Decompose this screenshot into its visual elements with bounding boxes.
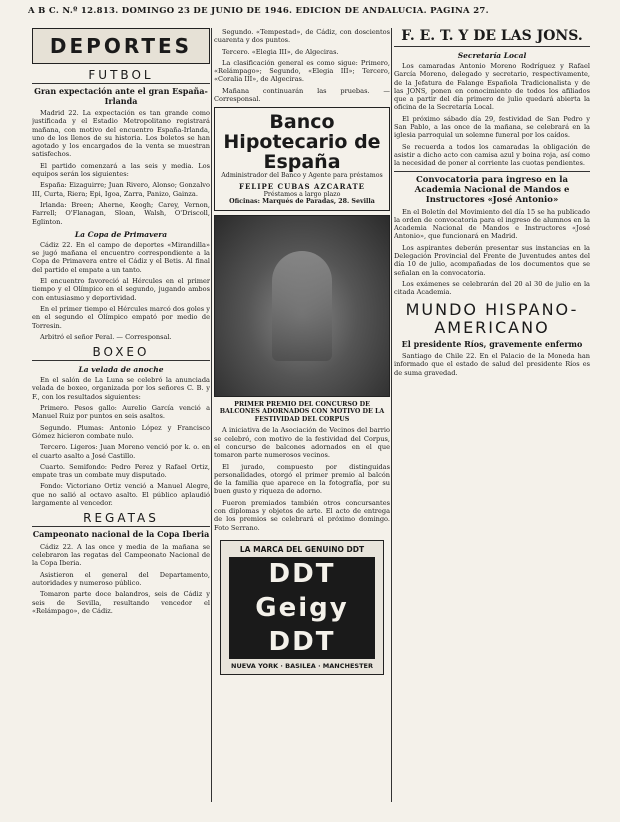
ad-name: FELIPE CUBAS AZCARATE [238,181,365,191]
article-paragraph: Madrid 22. La expectación es tan grande como justificada y el Estadio Metropolitano registrará mañana, con motivo del encuentro España-Irlanda, uno de los llenos de su historia. Los boletos se han agotado y los encargados de la venta se muestran satisfechos. [32,109,210,159]
futbol-headline: Gran expectación ante el gran España-Irlanda [34,86,208,106]
column-politics [394,28,590,380]
article-paragraph: Cuarto. Semifondo: Pedro Perez y Rafael Ortiz, empate tras un combate muy disputado. [32,462,210,480]
article-paragraph: La clasificación general es como sigue: Primero, «Relámpago»; Segundo, «Elegia III»; Tercero, «Coralia III», de Algeciras. [214,58,390,84]
photo-figure [272,251,332,361]
column-middle [214,28,390,675]
article-paragraph: Cádiz 22. En el campo de deportes «Mirandilla» se jugó mañana el encuentro correspondiente a la Copa de Primavera entre el Cádiz y el Betis. Al final del partido el empate a un tanto. [32,240,210,274]
article-paragraph: Los exámenes se celebrarán del 20 al 30 de julio en la citada Academia. [394,279,590,297]
ddt-ad-mark: DDT Geigy DDT [229,557,375,659]
article-paragraph: Santiago de Chile 22. En el Palacio de la Moneda han informado que el estado de salud del presidente Ríos es de suma gravedad. [394,352,590,377]
boxeo-subhead: La velada de anoche [78,365,164,375]
ad-address: Oficinas: Marqués de Paradas, 28. Sevilla [229,198,375,206]
futbol-section-title: FUTBOL [32,68,210,84]
article-paragraph: Fondo: Victoriano Ortiz venció a Manuel Alegre, que no salió al octavo asalto. El público aplaudió largamente al vencedor. [32,482,210,507]
article-paragraph: El jurado, compuesto por distinguidas personalidades, otorgó el primer premio al balcón de la familia que aparece en la fotografía, por su buen gusto y riqueza de adorno. [214,462,390,496]
article-paragraph: Los aspirantes deberán presentar sus instancias en la Delegación Provincial del Frente de Juventudes antes del día 10 de julio, acompañadas de los documentos que se señalan en la convocatoria. [394,243,590,277]
article-paragraph: Segundo. Plumas: Antonio López y Francisco Gómez hicieron combate nulo. [32,423,210,440]
article-paragraph: Tercero. Ligeros: Juan Moreno venció por k. o. en el cuarto asalto a José Castillo. [32,443,210,460]
article-paragraph: El encuentro favoreció al Hércules en el primer tiempo y el Olímpico en el segundo, jugando ambos con entusiasmo y deportividad. [32,277,210,302]
boxeo-section-title: BOXEO [32,345,210,361]
article-paragraph: A iniciativa de la Asociación de Vecinos del barrio se celebró, con motivo de la festividad del Corpus, el concurso de balcones adornados en el que tomaron parte numerosos vecinos. [214,426,390,460]
balcony-photo [214,215,390,397]
article-paragraph: El partido comenzará a las seis y media. Los equipos serán los siguientes: [32,161,210,179]
ddt-ad-bottom: NUEVA YORK · BASILEA · MANCHESTER [231,661,373,670]
article-paragraph: En el salón de La Luna se celebró la anunciada velada de boxeo, organizada por los señores C. B. y F., con los resultados siguientes: [32,376,210,401]
deportes-banner [32,28,210,64]
article-paragraph: Primero. Pesos gallo: Aurelio García venció a Manuel Ruiz por puntos en seis asaltos. [32,404,210,421]
secretaria-subhead: Secretaría Local [457,51,527,60]
article-paragraph: Mañana continuarán las pruebas. — Corresponsal. [214,86,390,104]
article-paragraph: Fueron premiados también otros concursantes con diplomas y objetos de arte. El acto de entrega de los premios se celebrará el próximo domingo. Foto Serrano. [214,498,390,532]
fet-jons-title: F. E. T. Y DE LAS JONS. [394,28,590,47]
deportes-title: DEPORTES [49,34,193,58]
page-header: A B C. N.º 12.813. DOMINGO 23 DE JUNIO DE 1946. EDICION DE ANDALUCIA. PAGINA 27. [28,6,489,16]
ddt-ad-top: LA MARCA DEL GENUINO DDT [239,544,365,554]
article-paragraph: En el primer tiempo el Hércules marcó dos goles y en el segundo el Olímpico empató por medio de Torresin. [32,304,210,330]
regatas-headline: Campeonato nacional de la Copa Iberia [32,529,210,540]
article-paragraph: Tercero. «Elegia III», de Algeciras. [222,47,339,56]
ddt-ad [220,540,384,675]
article-paragraph: Irlanda: Breen; Aherne, Keogh; Carey, Vernon, Farrell; O'Flanagan, Sloan, Walsh, O'Driscoll, Eglinton. [32,200,210,226]
article-signature: Arbitró el señor Peral. — Corresponsal. [40,332,172,341]
article-paragraph: El próximo sábado día 29, festividad de San Pedro y San Pablo, a las once de la mañana, se celebrará en la iglesia parroquial un solemne funeral por los caídos. [394,114,590,140]
article-paragraph: Asistieron el general del Departamento, autoridades y numeroso público. [32,570,210,587]
column-rule [391,28,392,802]
ad-title: Banco Hipotecario de España [223,111,381,174]
rios-headline: El presidente Ríos, gravemente enfermo [401,338,583,349]
copa-subhead: La Copa de Primavera [74,229,168,239]
ad-subtitle: Administrador del Banco y Agente para préstamos [221,172,383,180]
article-paragraph: Segundo. «Tempestad», de Cádiz, con doscientos cuarenta y dos puntos. [214,28,390,45]
article-paragraph: Los camaradas Antonio Moreno Rodríguez y Rafael García Moreno, delegado y secretario, respectivamente, de la Jefatura de Falange Española Tradicionalista y de las JONS, ponen en conocimiento de todos los afiliados que a partir del día primero de julio quedará abierta la oficina de la Secretaría Local. [394,62,590,112]
article-paragraph: Cádiz 22. A las once y media de la mañana se celebraron las regatas del Campeonato Nacional de la Copa Iberia. [32,542,210,568]
article-paragraph: Se recuerda a todos los camaradas la obligación de asistir a dicho acto con camisa azul y boina roja, así como la necesidad de poner al corriente las cuotas pendientes. [394,142,590,168]
photo-caption: PRIMER PREMIO DEL CONCURSO DE BALCONES ADORNADOS CON MOTIVO DE LA FESTIVIDAD DEL CORPUS [219,400,385,423]
column-sports [32,28,210,618]
regatas-section-title: REGATAS [32,511,210,527]
mundo-hispano-title: MUNDO HISPANO-AMERICANO [405,299,579,337]
ad-info: Préstamos a largo plazo [263,190,341,198]
article-paragraph: Tomaron parte doce balandros, seis de Cádiz y seis de Sevilla, resultando vencedor el «Relámpago», de Cádiz. [32,590,210,615]
article-paragraph: En el Boletín del Movimiento del día 15 se ha publicado la orden de convocatoria para el ingreso de alumnos en la Academia Nacional de Mandos e Instructores «José Antonio», que funcionará en Madrid. [394,207,590,241]
convocatoria-headline: Convocatoria para ingreso en la Academia Nacional de Mandos e Instructores «José Antonio» [394,171,590,205]
banco-hipotecario-ad [214,107,390,211]
column-rule [211,28,212,802]
article-paragraph: España: Eizaguirre; Juan Rivero, Alonso; Gonzalvo III, Curta, Riera; Epi, Igoa, Zarra, Panizo, Gainza. [32,181,210,198]
